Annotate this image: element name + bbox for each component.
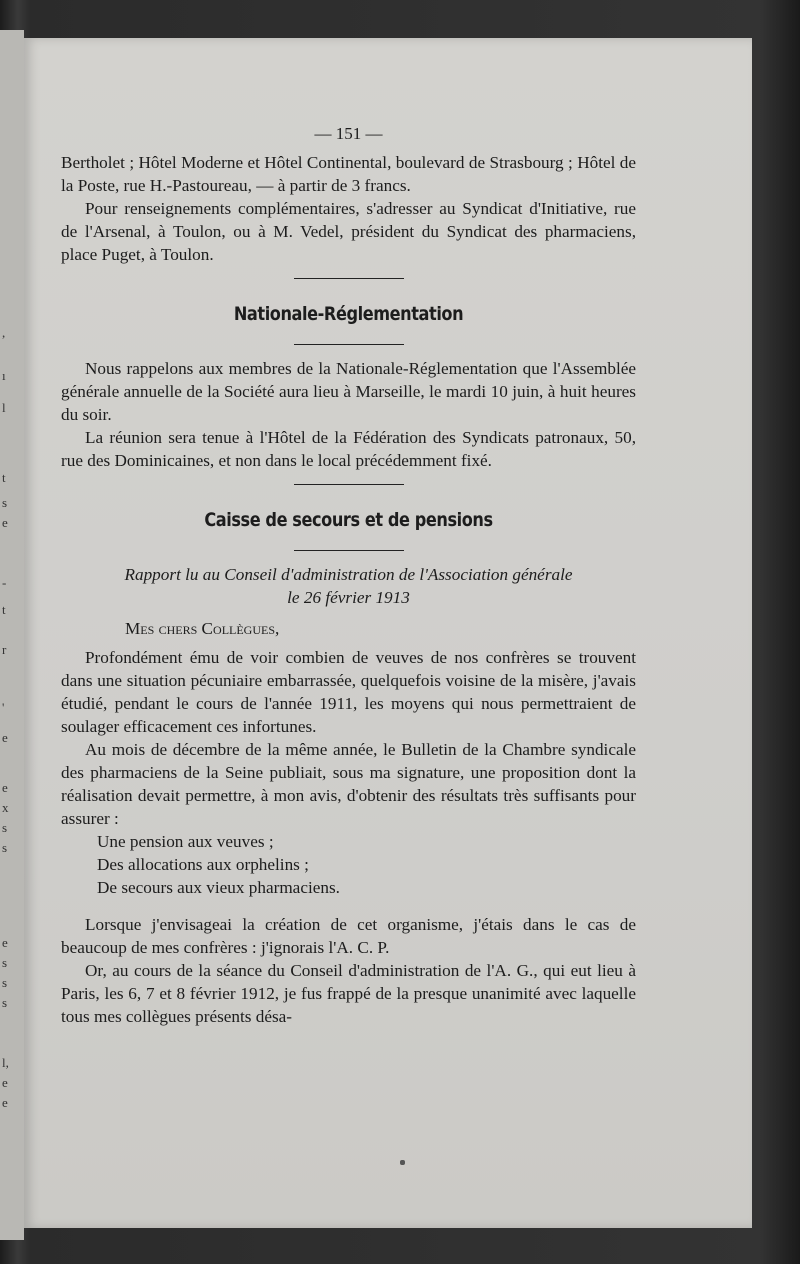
list-item: Des allocations aux orphelins ; (97, 855, 309, 874)
section-heading-caisse: Caisse de secours et de pensions (204, 509, 493, 531)
report-title (61, 563, 636, 609)
body-paragraph: Nous rappelons aux membres de la Nationale-Réglementation que l'Assemblée générale annuelle de la Société aura lieu à Marseille, le mardi 10 juin, à huit heures du soir. (61, 359, 636, 424)
list-item: De secours aux vieux pharmaciens. (97, 878, 340, 897)
report-title-line: le 26 février 1913 (287, 588, 410, 607)
list-item: Une pension aux veuves ; (97, 832, 274, 851)
book-page (24, 38, 752, 1228)
section-divider (294, 550, 404, 551)
facing-page-text-fragments: , ı l t s e - t r ' e e x s s e s s s l, e e (2, 325, 9, 1110)
section-heading-nationale: Nationale-Réglementation (233, 303, 464, 325)
section-divider (294, 344, 404, 345)
facing-page-edge (0, 30, 24, 1240)
intro-paragraph: Pour renseignements complémentaires, s'adresser au Syndicat d'Initiative, rue de l'Arsenal, à Toulon, ou à M. Vedel, président du Syndicat des pharmaciens, place Puget, à Toulon. (61, 199, 636, 264)
body-paragraph: Profondément ému de voir combien de veuves de nos confrères se trouvent dans une situation pécuniaire embarrassée, quelquefois voisine de la misère, j'avais étudié, pendant le cours de l'année 1911, les moyens qui nous permettraient de soulager efficacement ces infortunes. (61, 648, 636, 736)
section-divider (294, 484, 404, 485)
allocation-list (61, 830, 636, 899)
intro-paragraph: Bertholet ; Hôtel Moderne et Hôtel Continental, boulevard de Strasbourg ; Hôtel de la Poste, rue H.-Pastoureau, — à partir de 3 francs. (61, 153, 636, 195)
paper-speck (400, 1160, 405, 1165)
body-paragraph: La réunion sera tenue à l'Hôtel de la Fédération des Syndicats patronaux, 50, rue des Dominicaines, et non dans le local précédemment fixé. (61, 428, 636, 470)
body-paragraph: Au mois de décembre de la même année, le Bulletin de la Chambre syndicale des pharmaciens de la Seine publiait, sous ma signature, une proposition dont la réalisation devait permettre, à mon avis, d'obtenir des résultats très suffisants pour assurer : (61, 740, 636, 828)
report-title-line: Rapport lu au Conseil d'administration de l'Association générale (124, 565, 573, 584)
salutation: Mes chers Collègues, (125, 619, 280, 638)
page-content (61, 126, 636, 1028)
section-divider (294, 278, 404, 279)
body-paragraph: Lorsque j'envisageai la création de cet organisme, j'étais dans le cas de beaucoup de mes confrères : j'ignorais l'A. C. P. (61, 915, 636, 957)
body-paragraph: Or, au cours de la séance du Conseil d'administration de l'A. G., qui eut lieu à Paris, les 6, 7 et 8 février 1912, je fus frappé de la presque unanimité avec laquelle tous mes collègues présents désa- (61, 961, 636, 1026)
page-number: — 151 — (314, 124, 383, 143)
